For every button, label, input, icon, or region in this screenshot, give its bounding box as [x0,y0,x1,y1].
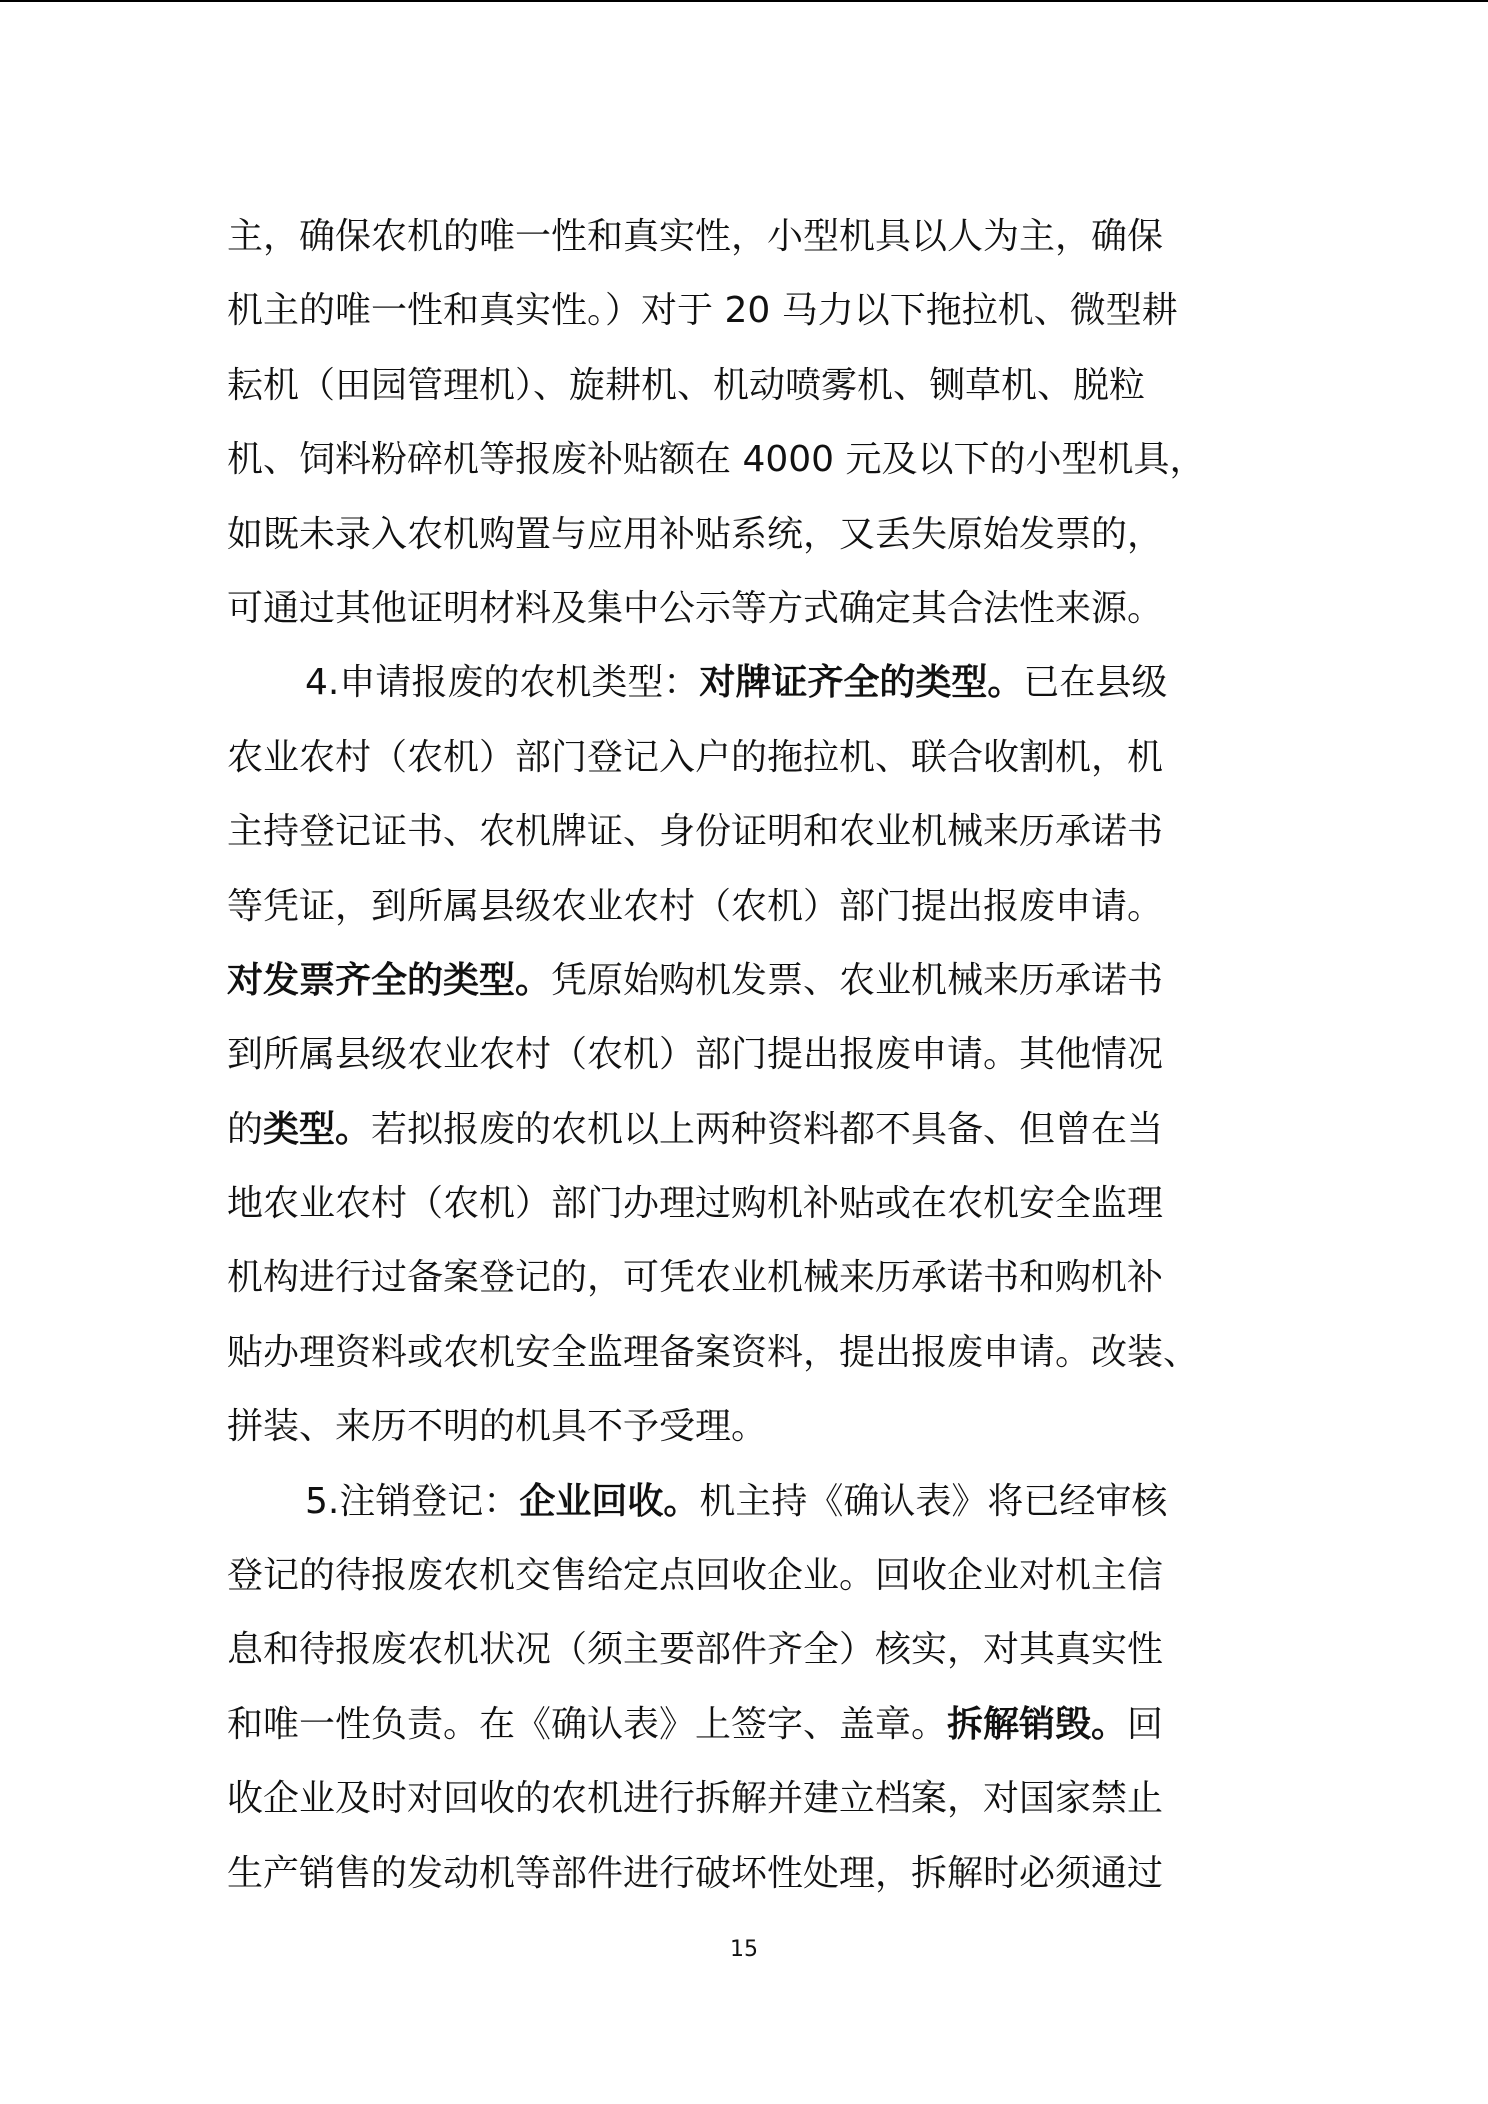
body-text: 主，确保农机的唯一性和真实性，小型机具以人为主，确保 [227,216,1164,257]
body-text: 的 [227,1108,264,1150]
body-text: 农业农村（农机）部门登记入户的拖拉机、联合收割机，机 [227,736,1164,778]
text-line [227,572,1267,646]
text-line [227,1762,1267,1836]
text-line [227,944,1267,1018]
body-text: 拼装、来历不明的机具不予受理。 [227,1406,768,1448]
page-number: 15 [730,1937,758,1962]
body-text: 到所属县级农业农村（农机）部门提出报废申请。其他情况 [227,1034,1164,1076]
body-text: 和唯一性负责。在《确认表》上签字、盖章。 [227,1703,948,1745]
paragraph [227,646,1267,1464]
text-line [227,200,1267,274]
page-top-border [0,0,1488,2]
body-text: 耘机（田园管理机）、旋耕机、机动喷雾机、铡草机、脱粒 [227,364,1146,406]
text-line [227,1093,1267,1167]
paragraph [227,200,1267,646]
text-line [227,349,1267,423]
body-text: 机主的唯一性和真实性。）对于 20 马力以下拖拉机、微型耕 [227,290,1178,332]
body-text: 凭原始购机发票、农业机械来历承诺书 [551,959,1164,1001]
text-line [227,1688,1267,1762]
text-line [227,1613,1267,1687]
body-text: 生产销售的发动机等部件进行破坏性处理，拆解时必须通过 [227,1852,1164,1894]
body-text: 机构进行过备案登记的，可凭农业机械来历承诺书和购机补 [227,1257,1164,1299]
text-line [227,1316,1267,1390]
body-text: 如既未录入农机购置与应用补贴系统，又丢失原始发票的， [227,513,1164,555]
body-text: 回 [1127,1703,1164,1745]
body-text: 息和待报废农机状况（须主要部件齐全）核实，对其真实性 [227,1629,1164,1671]
bold-heading-text: 对发票齐全的类型。 [227,959,552,1001]
text-line [227,1837,1267,1911]
text-line [227,1167,1267,1241]
body-text: 贴办理资料或农机安全监理备案资料，提出报废申请。改装、 [227,1331,1200,1373]
text-line [227,646,1267,720]
text-line [227,870,1267,944]
document-body [227,200,1267,1911]
body-text: 机主持《确认表》将已经审核 [699,1480,1168,1522]
bold-heading-text: 对牌证齐全的类型。 [699,662,1024,704]
text-line [227,1390,1267,1464]
text-line [227,1241,1267,1315]
text-line [227,423,1267,497]
text-line [227,1465,1267,1539]
text-line [227,498,1267,572]
body-text: 地农业农村（农机）部门办理过购机补贴或在农机安全监理 [227,1183,1164,1225]
body-text: 等凭证，到所属县级农业农村（农机）部门提出报废申请。 [227,885,1164,927]
body-text: 登记的待报废农机交售给定点回收企业。回收企业对机主信 [227,1555,1164,1597]
body-text: 5.注销登记： [305,1480,520,1522]
body-text: 可通过其他证明材料及集中公示等方式确定其合法性来源。 [227,587,1164,629]
body-text: 收企业及时对回收的农机进行拆解并建立档案，对国家禁止 [227,1778,1164,1820]
body-text: 若拟报废的农机以上两种资料都不具备、但曾在当 [371,1108,1164,1150]
body-text: 已在县级 [1023,662,1168,704]
paragraph [227,1465,1267,1911]
text-line [227,1539,1267,1613]
body-text: 机、饲料粉碎机等报废补贴额在 4000 元及以下的小型机具， [227,439,1206,481]
text-line [227,274,1267,348]
body-text: 主持登记证书、农机牌证、身份证明和农业机械来历承诺书 [227,811,1164,853]
text-line [227,721,1267,795]
bold-heading-text: 企业回收。 [519,1480,700,1522]
bold-heading-text: 类型。 [263,1108,372,1150]
text-line [227,1018,1267,1092]
bold-heading-text: 拆解销毁。 [947,1703,1128,1745]
body-text: 4.申请报废的农机类型： [305,662,700,704]
text-line [227,795,1267,869]
